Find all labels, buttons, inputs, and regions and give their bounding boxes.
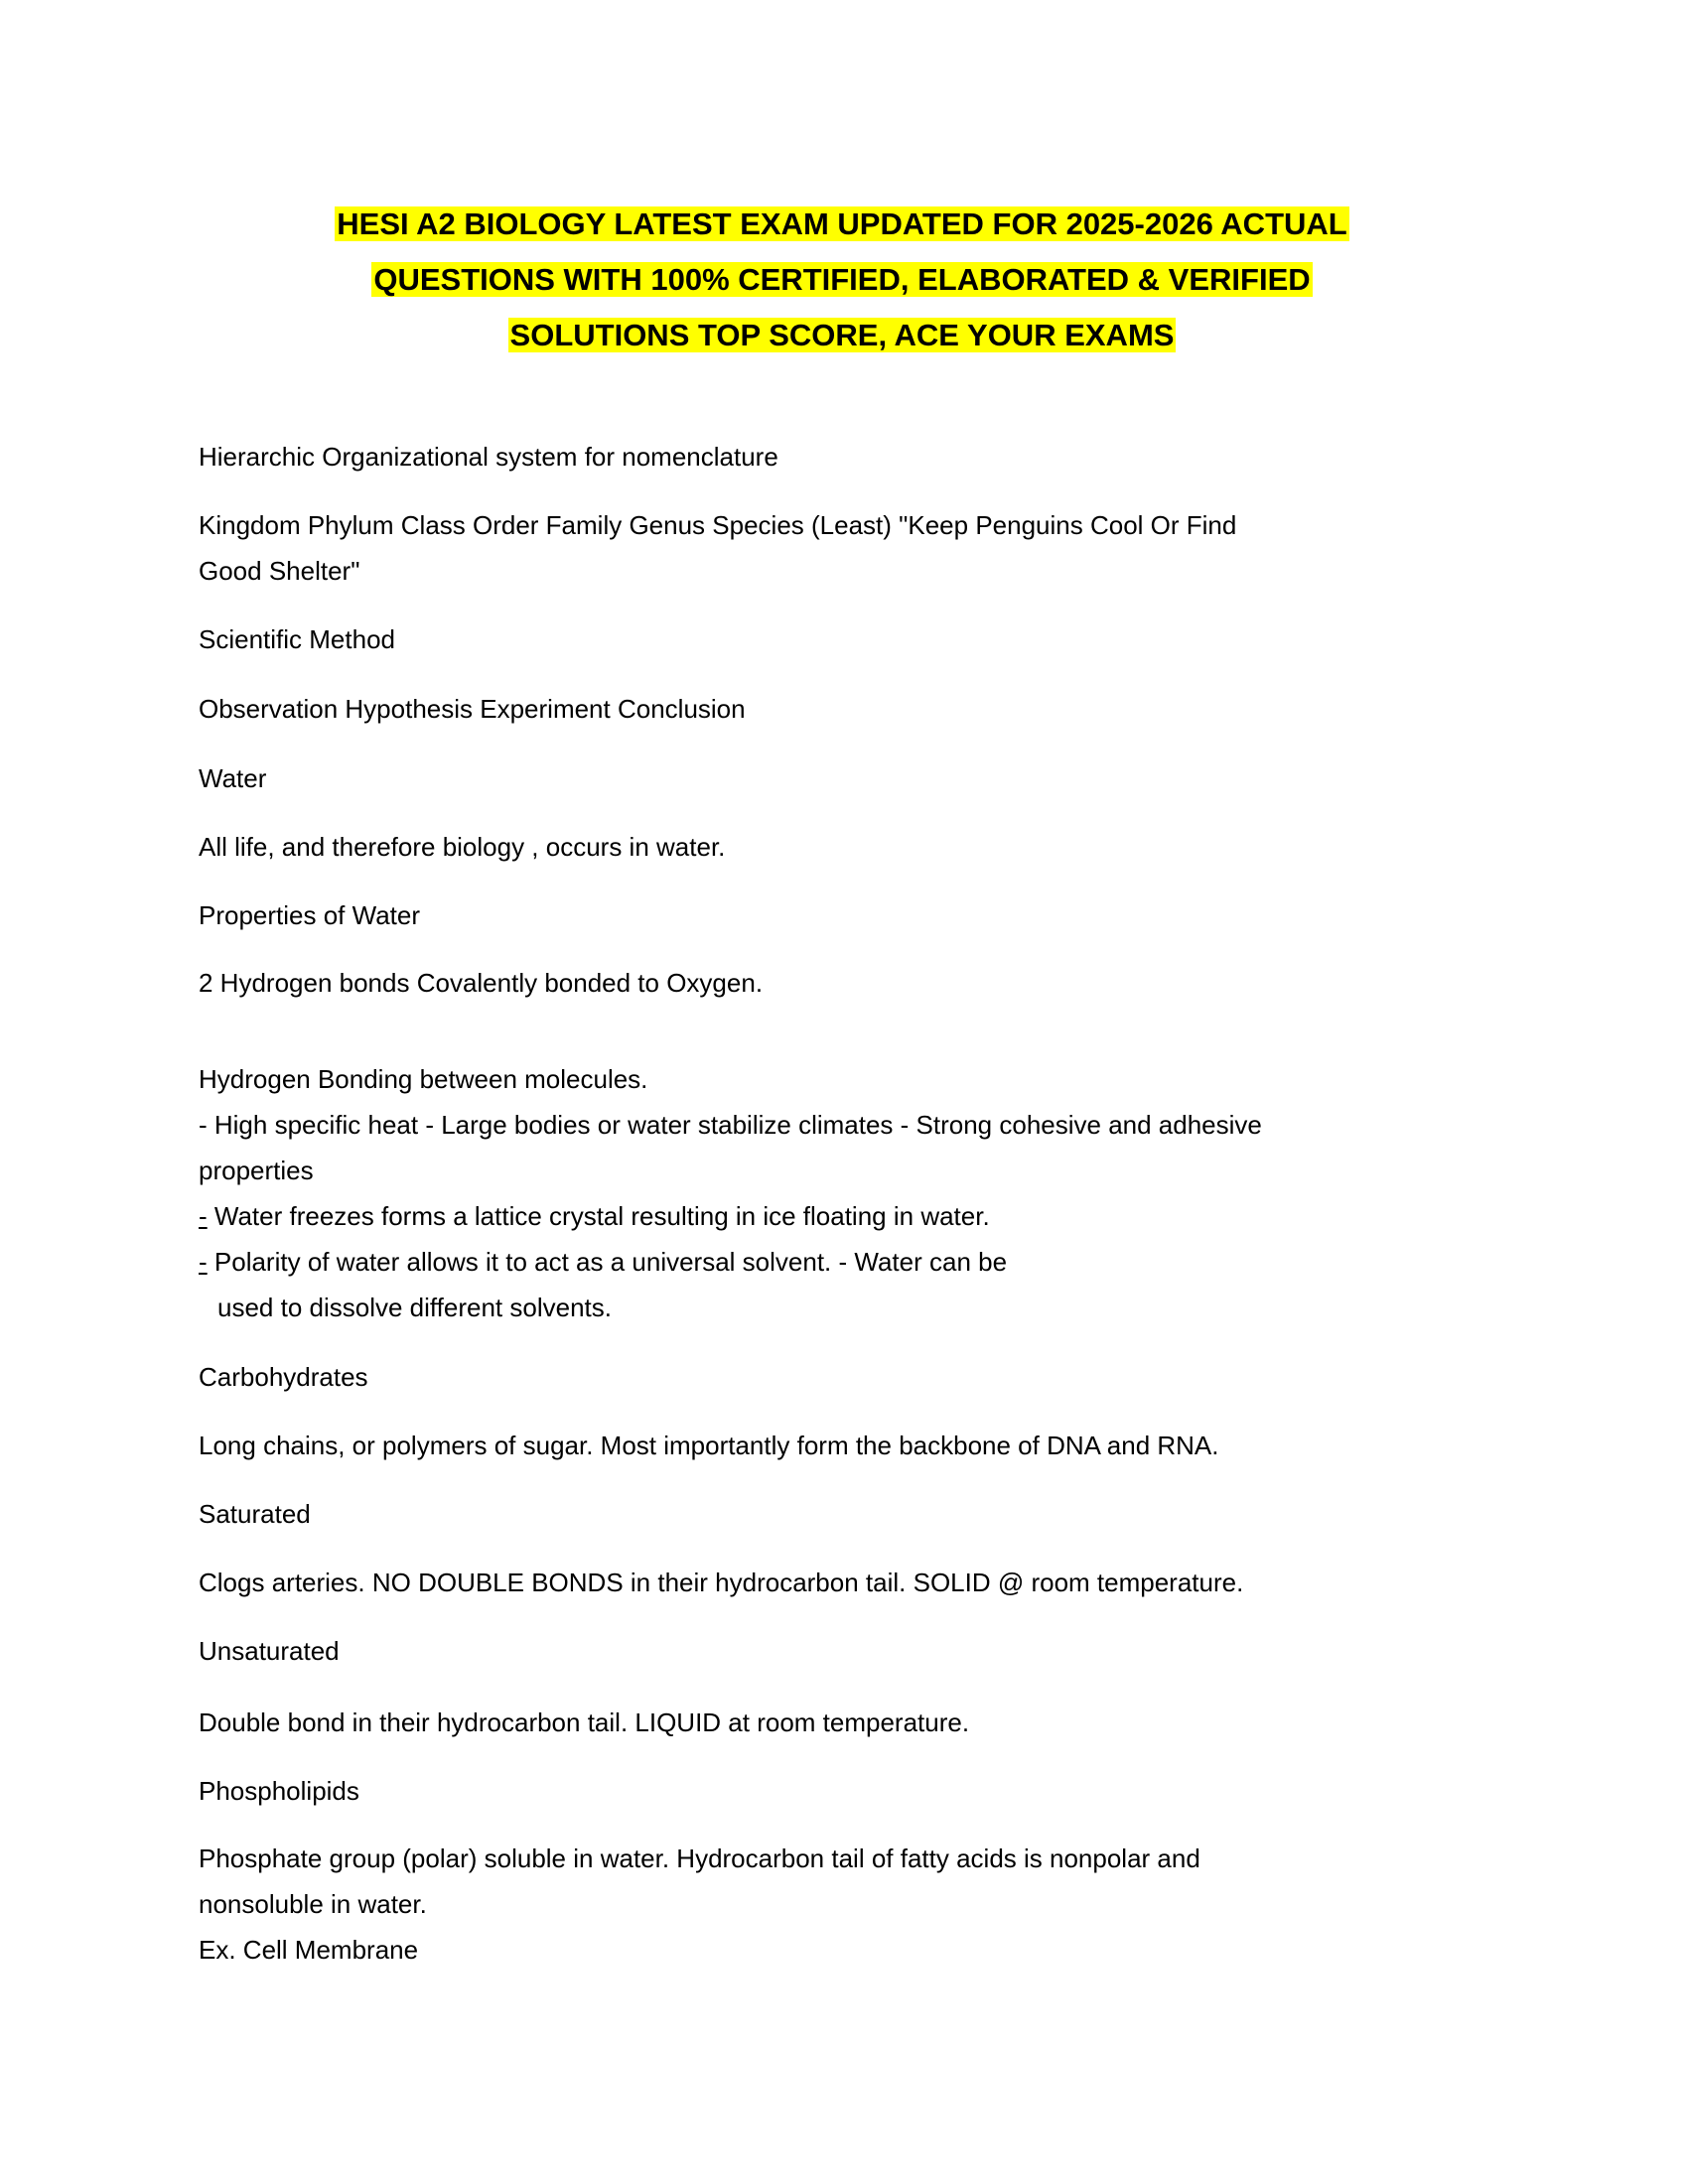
title-line-3 [0,310,1684,361]
title-line-1 [0,199,1684,250]
details-dissolve: used to dissolve different solvents. [217,1293,612,1322]
definition-hierarchic-line-1: Kingdom Phylum Class Order Family Genus Species (Least) "Keep Penguins Cool Or Find [199,510,1237,540]
title-line-2 [0,254,1684,306]
details-high-specific-heat: - High specific heat - Large bodies or water stabilize climates - Strong cohesive and adhesive [199,1110,1262,1140]
term-saturated: Saturated [199,1499,311,1529]
details-polarity [199,1246,1007,1278]
title-highlight-3: SOLUTIONS TOP SCORE, ACE YOUR EXAMS [509,318,1175,352]
details-water-freezes-text: Water freezes forms a lattice crystal resulting in ice floating in water. [207,1201,990,1231]
details-water-freezes [199,1200,990,1232]
details-polarity-text: Polarity of water allows it to act as a universal solvent. - Water can be [207,1247,1008,1277]
term-hierarchic: Hierarchic Organizational system for nomenclature [199,442,778,472]
definition-phospholipids-line-1: Phosphate group (polar) soluble in water. Hydrocarbon tail of fatty acids is nonpolar and [199,1843,1200,1873]
definition-properties-of-water: 2 Hydrogen bonds Covalently bonded to Oxygen. [199,968,764,998]
definition-phospholipids-example: Ex. Cell Membrane [199,1935,419,1965]
term-unsaturated: Unsaturated [199,1636,340,1666]
term-water: Water [199,763,267,793]
term-properties-of-water: Properties of Water [199,900,421,930]
definition-hierarchic-line-2: Good Shelter" [199,556,360,586]
bullet-dash: - [199,1201,208,1231]
details-hydrogen-bonding: Hydrogen Bonding between molecules. [199,1064,648,1094]
definition-carbohydrates: Long chains, or polymers of sugar. Most importantly form the backbone of DNA and RNA. [199,1431,1219,1460]
definition-unsaturated: Double bond in their hydrocarbon tail. LIQUID at room temperature. [199,1707,970,1737]
term-carbohydrates: Carbohydrates [199,1362,368,1392]
details-properties: properties [199,1156,314,1185]
definition-phospholipids-line-2: nonsoluble in water. [199,1889,427,1919]
definition-scientific-method: Observation Hypothesis Experiment Conclusion [199,694,746,724]
definition-saturated: Clogs arteries. NO DOUBLE BONDS in their hydrocarbon tail. SOLID @ room temperature. [199,1568,1244,1597]
term-scientific-method: Scientific Method [199,624,395,654]
bullet-dash: - [199,1247,208,1277]
term-phospholipids: Phospholipids [199,1776,359,1806]
definition-water: All life, and therefore biology , occurs in water. [199,832,726,862]
title-highlight-2: QUESTIONS WITH 100% CERTIFIED, ELABORATED & VERIFIED [373,262,1311,297]
title-highlight-1: HESI A2 BIOLOGY LATEST EXAM UPDATED FOR 2025-2026 ACTUAL [337,206,1347,241]
